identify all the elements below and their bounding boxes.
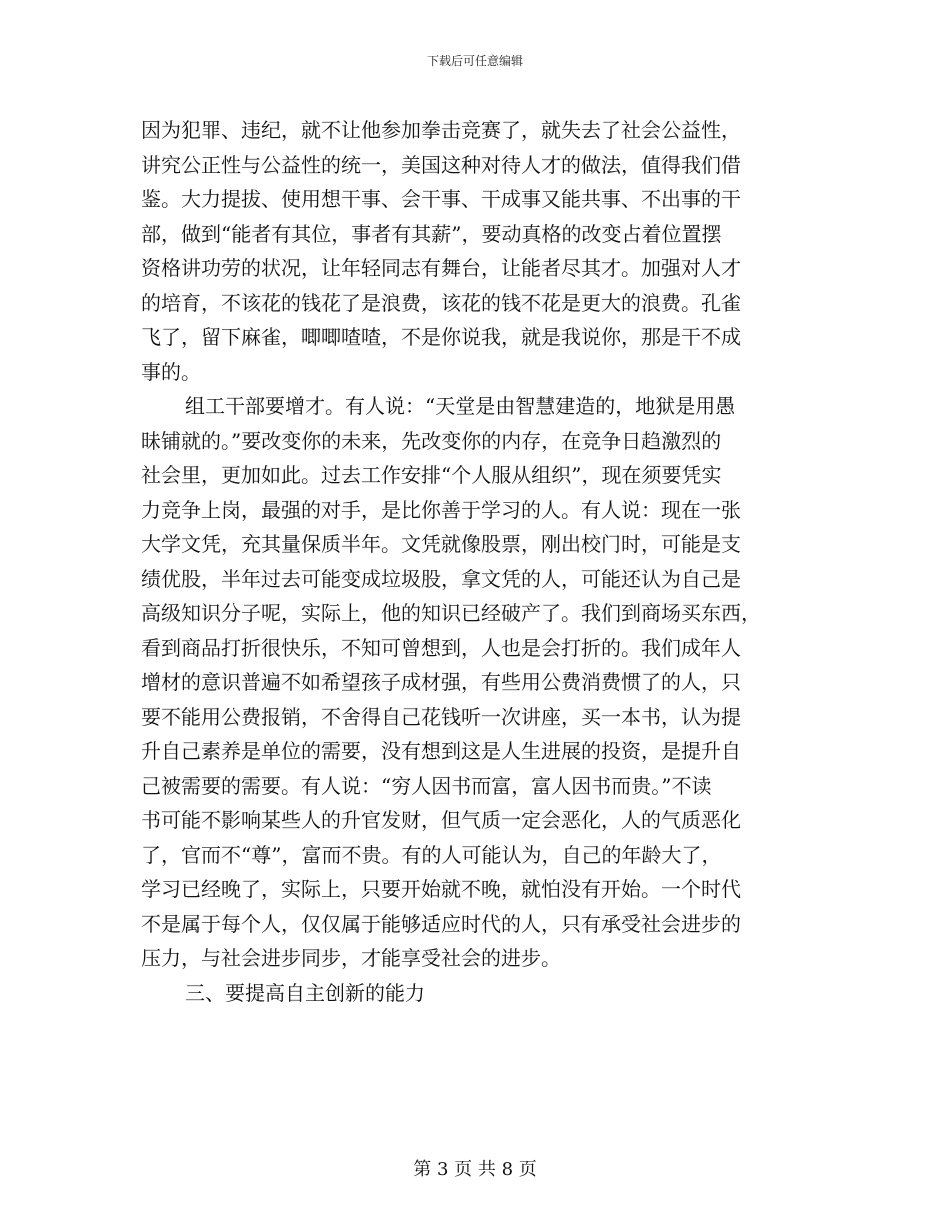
section-heading: 三、要提高自主创新的能力: [185, 980, 425, 1005]
text-line: 昧铺就的。”要改变你的未来，先改变你的内存，在竞争日趋激烈的: [141, 428, 722, 453]
text-line: 要不能用公费报销，不舍得自己花钱听一次讲座，买一本书，认为提: [141, 704, 741, 729]
text-line: 增材的意识普遍不如希望孩子成材强，有些用公费消费惯了的人，只: [141, 670, 741, 694]
text-line: 飞了，留下麻雀，唧唧喳喳，不是你说我，就是我说你，那是干不成: [141, 325, 741, 349]
text-line: 讲究公正性与公益性的统一，美国这种对待人才的做法，值得我们借: [141, 152, 741, 177]
text-line: 看到商品打折很快乐，不知可曾想到，人也是会打折的。我们成年人: [141, 635, 741, 660]
page-header: 下载后可任意编辑: [426, 54, 523, 68]
text-line: 社会里，更加如此。过去工作安排“个人服从组织”，现在须要凭实: [141, 463, 722, 487]
text-line: 绩优股，半年过去可能变成垃圾股，拿文凭的人，可能还认为自己是: [141, 566, 741, 591]
text-line: 了，官而不“尊”，富而不贵。有的人可能认为，自己的年龄大了，: [141, 842, 722, 867]
text-line: 不是属于每个人，仅仅属于能够适应时代的人，只有承受社会进步的: [141, 911, 741, 936]
page-number: 第 3 页 共 8 页: [413, 1159, 537, 1180]
paragraph-start-line: 组工干部要增才。有人说：“天堂是由智慧建造的，地狱是用愚: [185, 394, 736, 418]
text-line: 大学文凭，充其量保质半年。文凭就像股票，刚出校门时，可能是支: [141, 532, 741, 556]
text-line: 因为犯罪、违纪，就不让他参加拳击竞赛了，就失去了社会公益性，: [141, 118, 741, 142]
text-line: 学习已经晚了，实际上，只要开始就不晚，就怕没有开始。一个时代: [141, 877, 741, 901]
text-line: 升自己素养是单位的需要，没有想到这是人生进展的投资，是提升自: [141, 739, 741, 763]
body-text: [141, 113, 801, 1010]
text-line: 压力，与社会进步同步，才能享受社会的进步。: [141, 946, 561, 970]
text-line: 部，做到“能者有其位，事者有其薪”，要动真格的改变占着位置摆: [141, 221, 722, 246]
text-line: 己被需要的需要。有人说：“穷人因书而富，富人因书而贵。”不读: [141, 773, 712, 798]
text-line: 资格讲功劳的状况，让年轻同志有舞台，让能者尽其才。加强对人才: [141, 256, 741, 280]
text-line: 事的。: [141, 359, 201, 384]
text-line: 的培育，不该花的钱花了是浪费，该花的钱不花是更大的浪费。孔雀: [141, 290, 741, 315]
text-line: 鉴。大力提拔、使用想干事、会干事、干成事又能共事、不出事的干: [141, 187, 741, 211]
text-line: 力竞争上岗，最强的对手，是比你善于学习的人。有人说：现在一张: [141, 497, 741, 522]
text-line: 书可能不影响某些人的升官发财，但气质一定会恶化，人的气质恶化: [141, 808, 741, 832]
text-line: 高级知识分子呢，实际上，他的知识已经破产了。我们到商场买东西，: [141, 601, 761, 625]
